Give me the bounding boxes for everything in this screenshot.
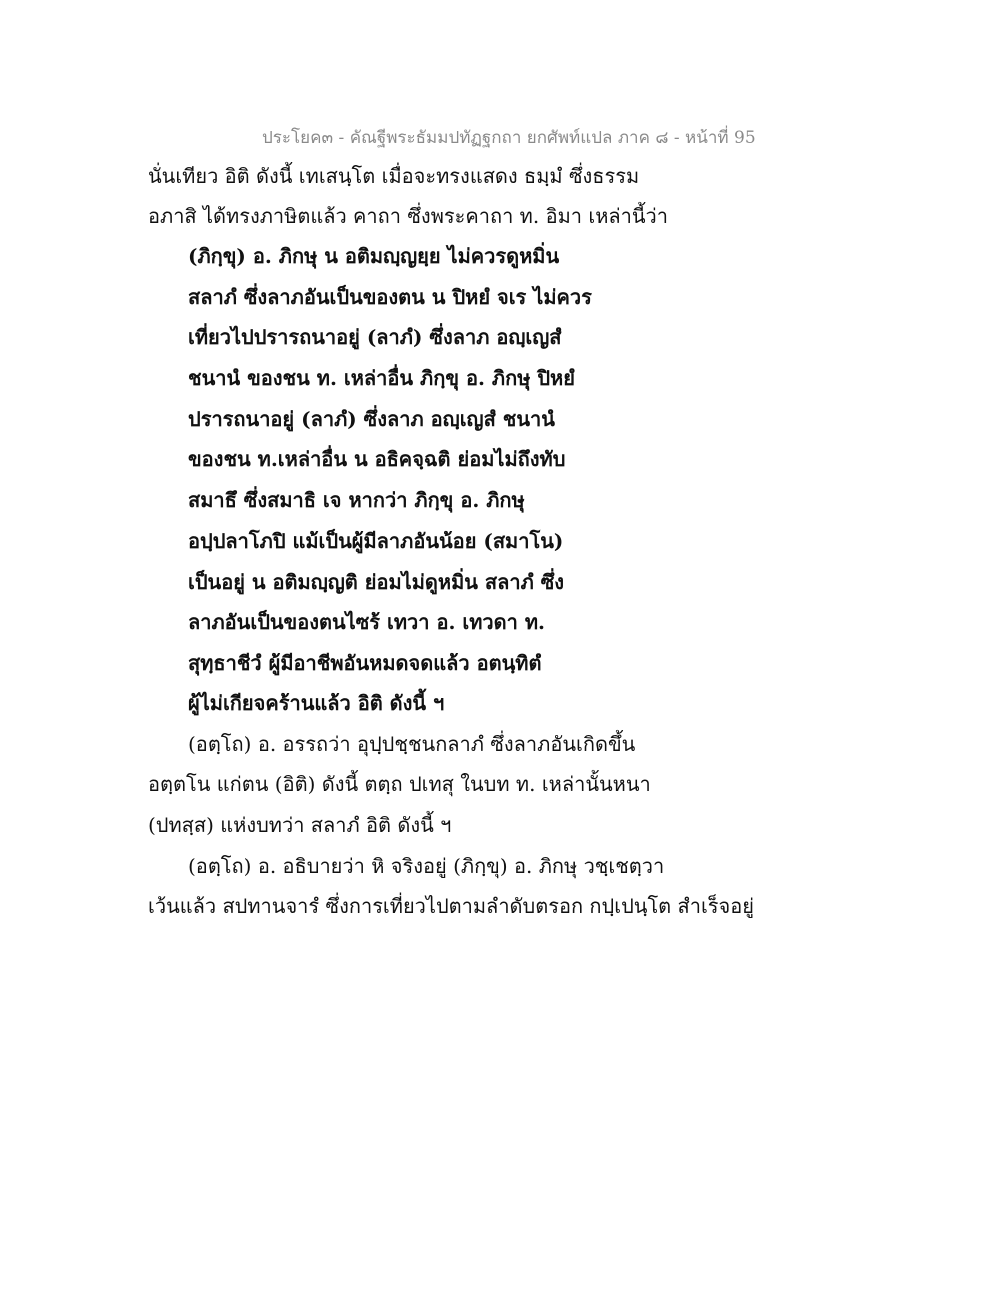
verse-line-2: สลาภํ ซึ่งลาภอันเป็นของตน น ปิหยํ จเร ไม่ควร [188, 285, 592, 309]
verse-line-12: ผู้ไม่เกียจคร้านแล้ว อิติ ดังนี้ ฯ [188, 691, 445, 715]
verse-line-5: ปรารถนาอยู่ (ลาภํ) ซึ่งลาภ อญฺเญสํ ชนานํ [188, 407, 555, 431]
verse-line-9: เป็นอยู่ น อติมญฺญติ ย่อมไม่ดูหมิ่น สลาภํ ซึ่ง [188, 570, 565, 594]
text-line-1: นั่นเทียว อิติ ดังนี้ เทเสนฺโต เมื่อจะทรงแสดง ธมฺมํ ซึ่งธรรม [148, 164, 640, 188]
verse-line-8: อปฺปลาโภปิ แม้เป็นผู้มีลาภอันน้อย (สมาโน) [188, 529, 564, 553]
text-line-3: (อตฺโถ) อ. อรรถว่า อุปฺปชฺชนกลาภํ ซึ่งลาภอันเกิดขึ้น [188, 732, 636, 756]
verse-line-3: เที่ยวไปปรารถนาอยู่ (ลาภํ) ซึ่งลาภ อญฺเญสํ [188, 325, 562, 349]
verse-line-4: ชนานํ ของชน ท. เหล่าอื่น ภิกฺขุ อ. ภิกษุ ปิหยํ [188, 366, 575, 390]
verse-line-10: ลาภอันเป็นของตนไซร้ เทวา อ. เทวดา ท. [188, 610, 545, 634]
verse-line-1: (ภิกฺขุ) อ. ภิกษุ น อติมญฺญยฺย ไม่ควรดูหมิ่น [188, 244, 560, 268]
text-line-2: อภาสิ ได้ทรงภาษิตแล้ว คาถา ซึ่งพระคาถา ท. อิมา เหล่านี้ว่า [148, 204, 668, 228]
text-line-7: เว้นแล้ว สปทานจารํ ซึ่งการเที่ยวไปตามลำดับตรอก กปฺเปนฺโต สำเร็จอยู่ [148, 894, 754, 918]
verse-line-7: สมาธึ ซึ่งสมาธิ เจ หากว่า ภิกฺขุ อ. ภิกษุ [188, 488, 525, 512]
page-header: ประโยค๓ - คัณฐีพระธัมมปทัฏฐกถา ยกศัพท์แปล ภาค ๘ - หน้าที่ 95 [262, 128, 756, 148]
text-line-5: (ปทสฺส) แห่งบทว่า สลาภํ อิติ ดังนี้ ฯ [148, 813, 452, 837]
text-line-4: อตฺตโน แก่ตน (อิติ) ดังนี้ ตตฺถ ปเทสุ ในบท ท. เหล่านั้นหนา [148, 772, 651, 796]
text-line-6: (อตฺโถ) อ. อธิบายว่า หิ จริงอยู่ (ภิกฺขุ) อ. ภิกษุ วชฺเชตฺวา [188, 854, 665, 878]
verse-line-11: สุทฺธาชีวํ ผู้มีอาชีพอันหมดจดแล้ว อตนฺทิตํ [188, 651, 542, 675]
verse-line-6: ของชน ท.เหล่าอื่น น อธิคจฺฉติ ย่อมไม่ถึงทับ [188, 447, 566, 471]
